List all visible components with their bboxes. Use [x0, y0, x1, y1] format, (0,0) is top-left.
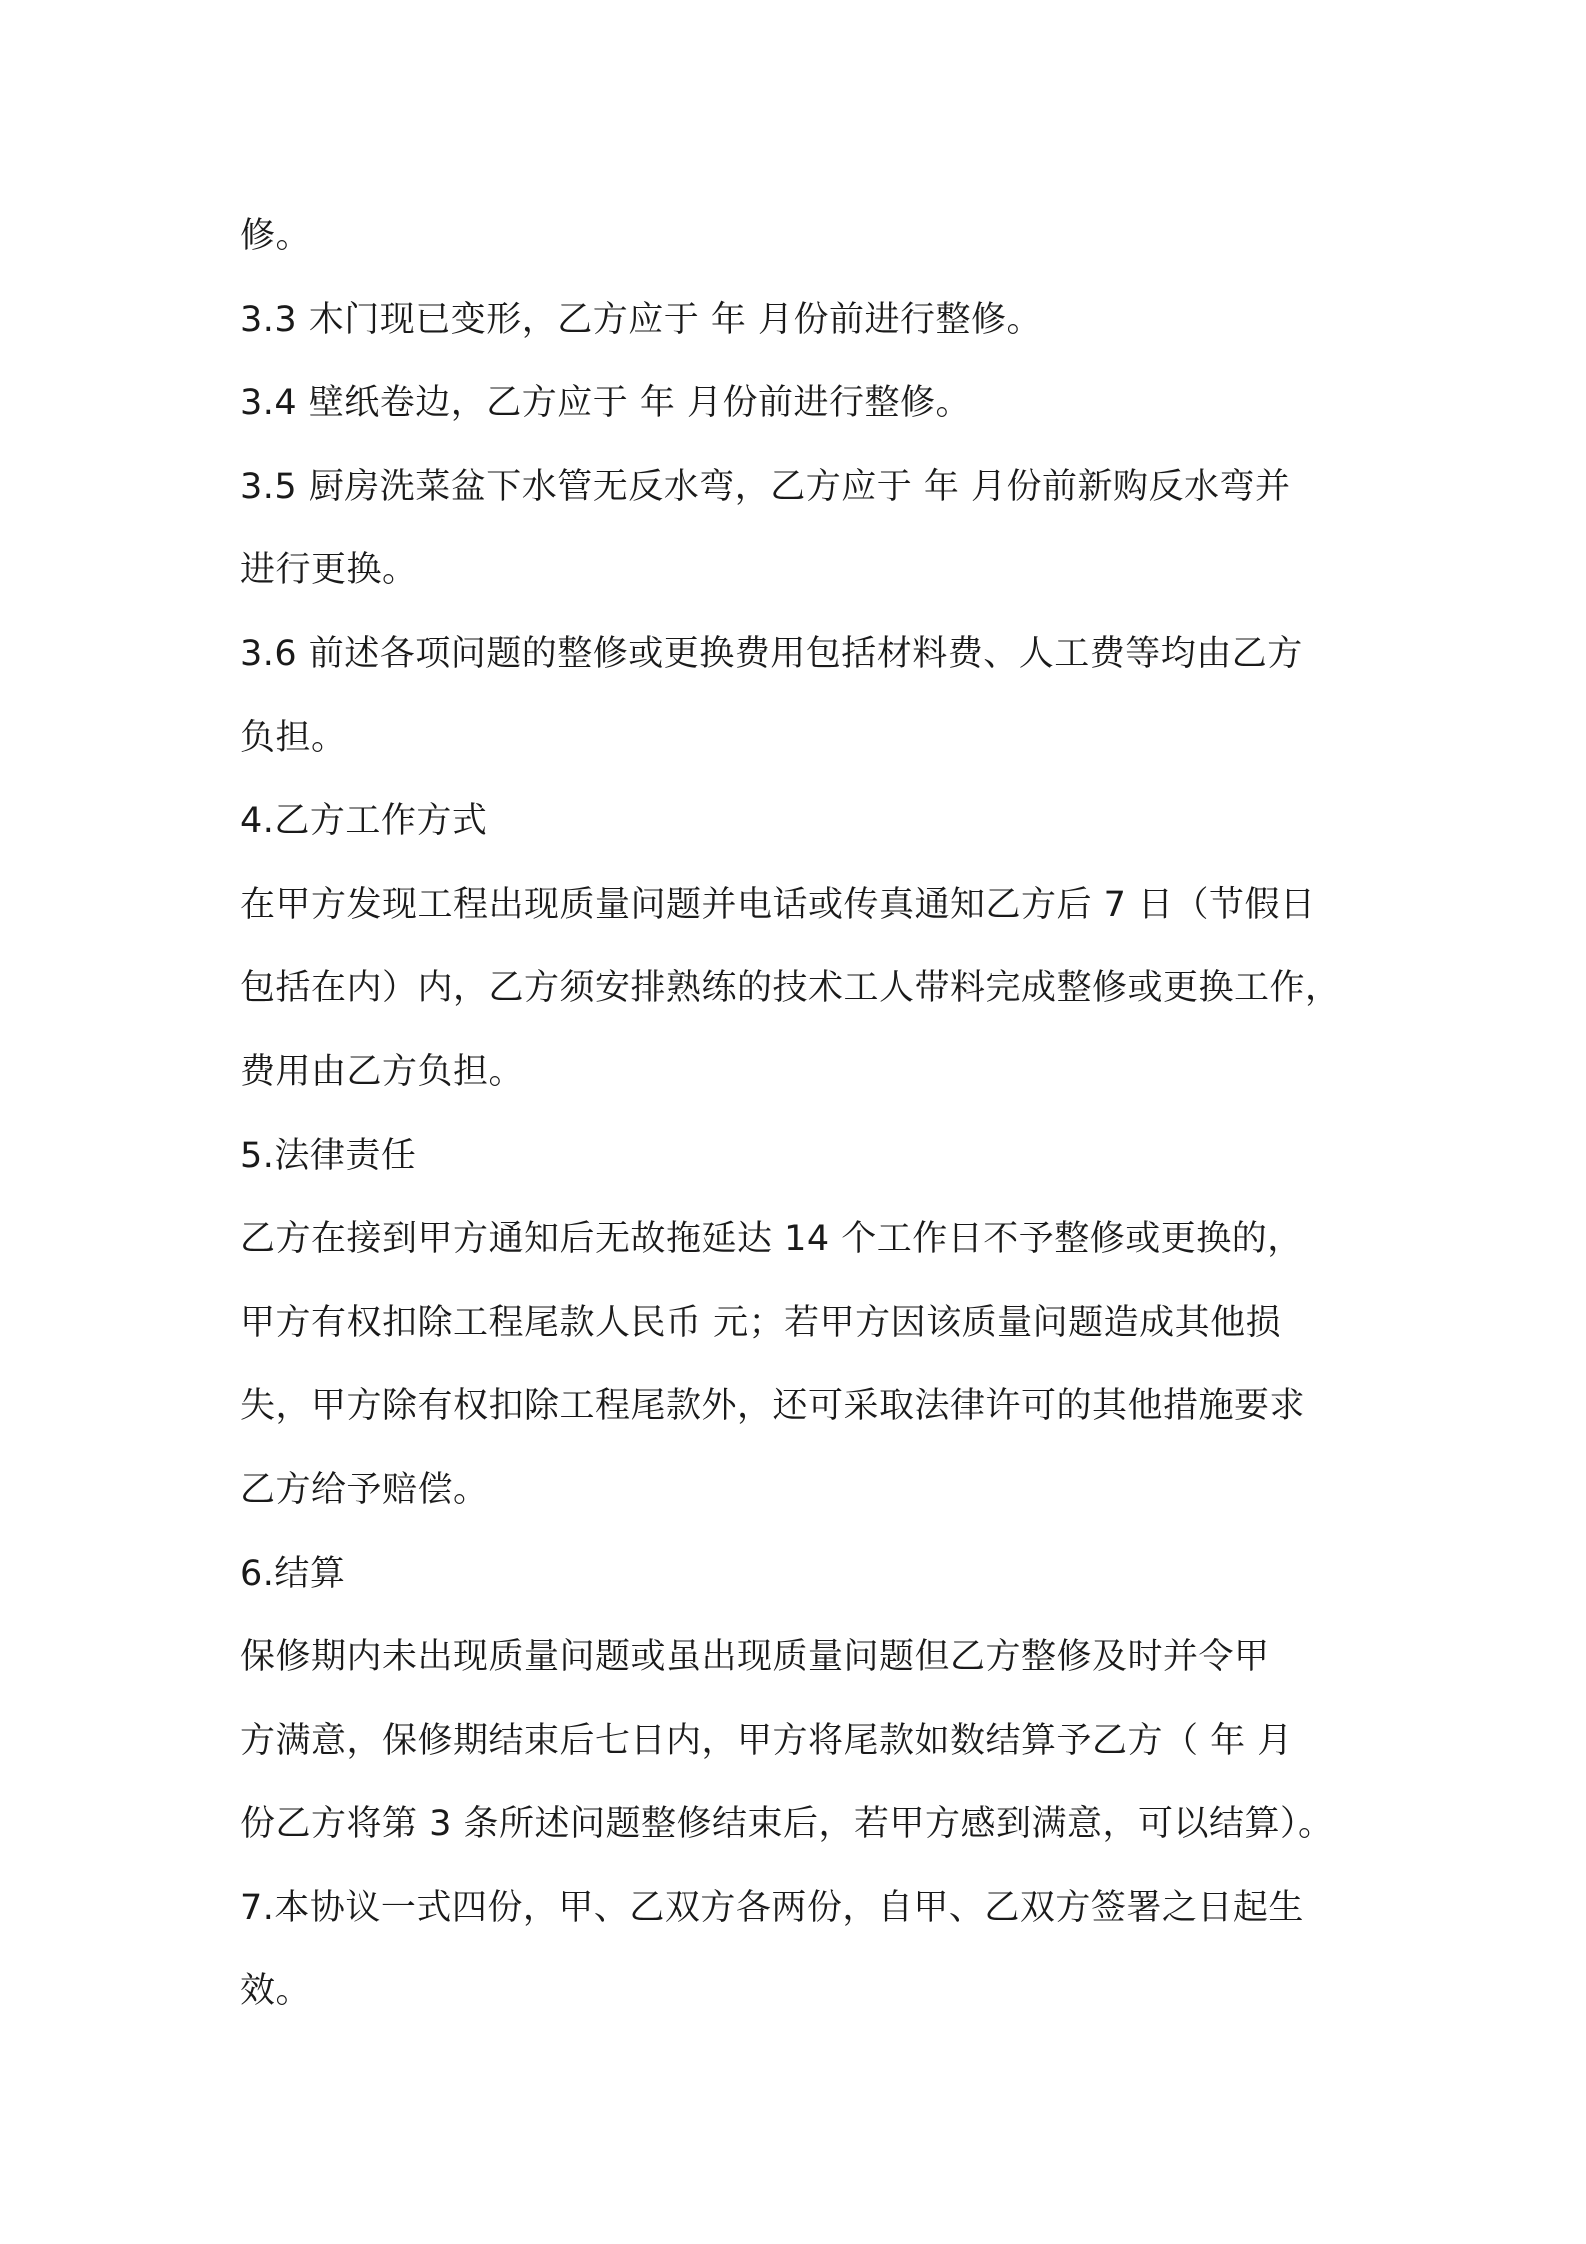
clause-3-4: 3.4 壁纸卷边，乙方应于 年 月份前进行整修。 [240, 383, 972, 424]
text-line: 进行更换。 [240, 550, 418, 591]
clause-3-6: 3.6 前述各项问题的整修或更换费用包括材料费、人工费等均由乙方 [240, 633, 1303, 674]
text-line: 修。 [240, 216, 312, 256]
text-line: 乙方给予赔偿。 [240, 1469, 489, 1510]
section-heading-7: 7.本协议一式四份，甲、乙双方各两份，自甲、乙双方签署之日起生 [240, 1887, 1304, 1928]
document-body [240, 195, 1370, 2034]
clause-3-3: 3.3 木门现已变形，乙方应于 年 月份前进行整修。 [240, 299, 1043, 340]
text-line: 份乙方将第 3 条所述问题整修结束后，若甲方感到满意，可以结算）。 [240, 1804, 1334, 1845]
text-line: 负担。 [240, 717, 347, 758]
text-line: 包括在内）内，乙方须安排熟练的技术工人带料完成整修或更换工作， [240, 968, 1341, 1009]
text-line: 效。 [240, 1971, 312, 2012]
section-heading-4: 4.乙方工作方式 [240, 801, 488, 842]
text-line: 方满意，保修期结束后七日内，甲方将尾款如数结算予乙方（ 年 月 [240, 1720, 1293, 1761]
text-line: 保修期内未出现质量问题或虽出现质量问题但乙方整修及时并令甲 [240, 1637, 1270, 1678]
text-line: 甲方有权扣除工程尾款人民币 元；若甲方因该质量问题造成其他损 [240, 1302, 1282, 1343]
text-line: 费用由乙方负担。 [240, 1051, 525, 1092]
section-heading-6: 6.结算 [240, 1553, 346, 1594]
section-heading-5: 5.法律责任 [240, 1135, 417, 1176]
text-line: 失，甲方除有权扣除工程尾款外，还可采取法律许可的其他措施要求 [240, 1386, 1306, 1427]
text-line: 乙方在接到甲方通知后无故拖延达 14 个工作日不予整修或更换的， [240, 1219, 1303, 1260]
text-line: 在甲方发现工程出现质量问题并电话或传真通知乙方后 7 日（节假日 [240, 884, 1316, 925]
clause-3-5: 3.5 厨房洗菜盆下水管无反水弯，乙方应于 年 月份前新购反水弯并 [240, 466, 1291, 507]
